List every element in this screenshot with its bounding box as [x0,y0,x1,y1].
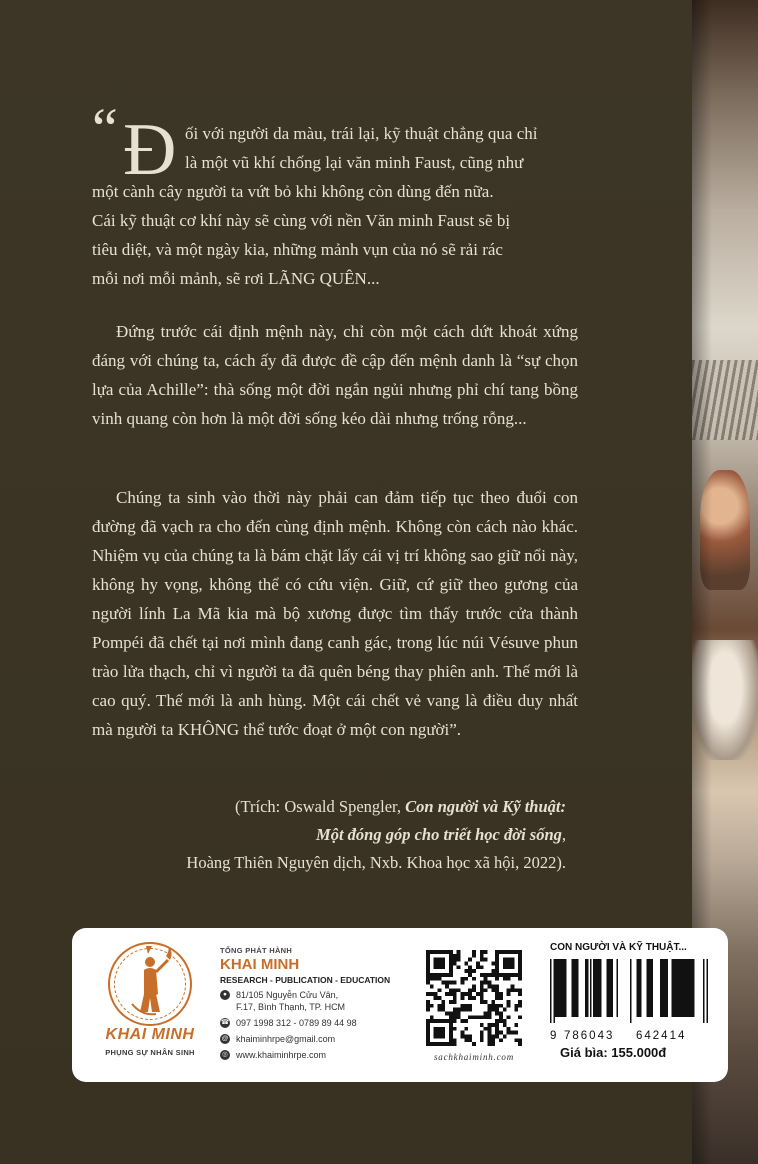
phone-icon: ☎ [220,1019,230,1026]
globe-icon: ◎ [220,1050,230,1060]
quote-paragraph-2: Đứng trước cái định mệnh này, chỉ còn một cách dứt khoát xứng đáng với chúng ta, cách ấy đã được đề cập đến mệnh danh là “sự chọn lựa của Achille”: thà sống một đời ngắn ngủi nhưng phỉ chí tang bồng vinh quang còn hơn là một đời sống kéo dài nhưng trống rỗng... [92,322,578,428]
citation [186,793,566,877]
publisher-tagline: RESEARCH - PUBLICATION - EDUCATION [220,975,391,985]
drop-cap: Đ [123,109,177,191]
citation-line-2: Một đóng góp cho triết học đời sống, [316,825,566,844]
address-row: ● 81/105 Nguyễn Cửu Vân, F.17, Bình Thạnh, TP. HCM [220,989,420,1013]
price-label: Giá bìa: 155.000đ [560,1045,667,1060]
quote-paragraph-3: Chúng ta sinh vào thời này phải can đảm tiếp tục theo đuổi con đường đã vạch ra cho đến cùng định mệnh. Không còn cách nào khác. Nhiệm vụ của chúng ta là bám chặt lấy cái vị trí không sao giữ nổi này, không hy vọng, không thể có cứu viện. Giữ, cứ giữ theo gương của người lính La Mã kia mà bộ xương được tìm thấy trước cửa thành Pompéi đã chết tại nơi mình đang canh gác, trong lúc núi Vésuve phun trào lửa thạch, chỉ vì người ta đã quên béng thay phiên anh. Thế mới là cao quý. Thế mới là anh hùng. Một cái chết vẻ vang là điều duy nhất mà người ta KHÔNG thể tước đoạt ở một con người”. [92,488,578,739]
open-quote-mark: “ [92,96,112,161]
publisher-panel [72,928,728,1082]
torch-figure-icon [108,942,192,1026]
citation-line-3: Hoàng Thiên Nguyên dịch, Nxb. Khoa học xã hội, 2022). [186,853,566,872]
citation-line-1: (Trích: Oswald Spengler, Con người và Kỹ thuật: [235,797,566,816]
logo-motto: PHỤNG SỰ NHÂN SINH [105,1048,195,1057]
email-row: @ khaiminhrpe@gmail.com [221,1034,336,1044]
quote-line: Cái kỹ thuật cơ khí này sẽ cùng với nền Văn minh Faust sẽ bị [92,211,511,230]
qr-caption: sachkhaiminh.com [433,1052,515,1062]
logo-name: KHAI MINH [105,1026,195,1043]
quote-line: là một vũ khí chống lại văn minh Faust, cũng như [185,153,524,172]
isbn-barcode [550,959,708,1023]
location-pin-icon: ● [220,990,230,1000]
qr-code[interactable] [426,950,522,1046]
barcode-area [550,942,718,1060]
quote-line: tiêu diệt, và một ngày kia, những mảnh vụn của nó sẽ rải rác [92,240,503,259]
phone-row: ☎ 097 1998 312 - 0789 89 44 98 [220,1018,357,1028]
khai-minh-logo [98,942,202,1070]
publisher-name: KHAI MINH [220,956,300,973]
quote-line: một cành cây người ta vứt bỏ khi không còn dùng đến nữa. [92,182,494,201]
quote-line: ối với người da màu, trái lại, kỹ thuật chẳng qua chỉ [185,124,538,143]
email-icon: @ [221,1035,229,1042]
website-row: ◎ www.khaiminhrpe.com [220,1049,420,1061]
isbn-digits: 9 786043 642414 [550,1030,687,1042]
quote-line: mỗi nơi mỗi mảnh, sẽ rơi LÃNG QUÊN... [92,269,380,288]
publisher-info [220,946,420,1061]
book-title-label: CON NGƯỜI VÀ KỸ THUẬT... [550,942,687,953]
distributor-label: TỔNG PHÁT HÀNH [220,946,293,955]
quote-paragraph-1 [92,119,578,293]
